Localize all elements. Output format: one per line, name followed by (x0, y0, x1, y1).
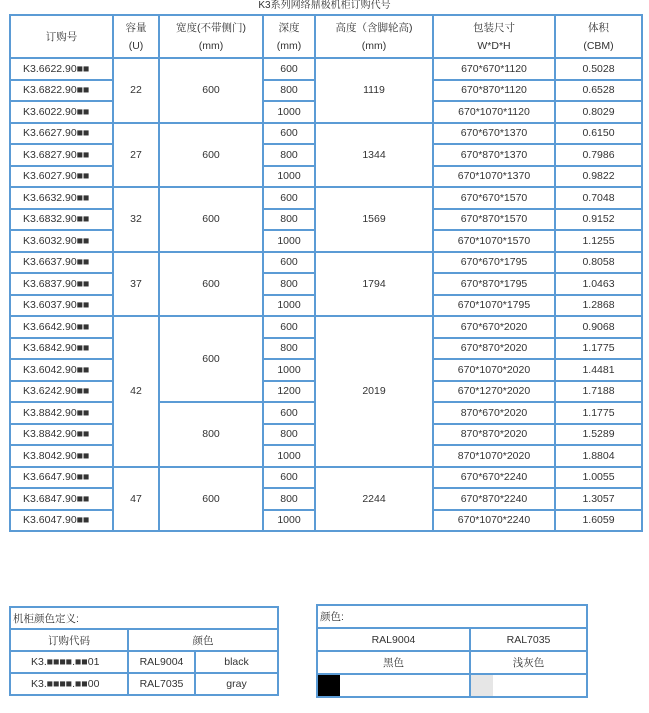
color-definition-caption: 机柜颜色定义: (10, 607, 278, 629)
column-header-line1: 容量 (125, 21, 147, 34)
column-header-line1: 体积 (588, 21, 609, 34)
depth-cell: 800 (263, 80, 315, 102)
order-code-cell: K3.6822.90■■ (10, 80, 113, 102)
package-size-cell: 670*1070*1570 (433, 230, 555, 252)
color-label-black: 黑色 (317, 651, 470, 674)
package-size-cell: 670*870*1795 (433, 273, 555, 295)
table-row (10, 58, 642, 80)
depth-cell: 1000 (263, 359, 315, 381)
depth-cell: 1000 (263, 230, 315, 252)
capacity-cell: 27 (113, 123, 159, 188)
table-row (10, 316, 642, 338)
order-code-cell: K3.6847.90■■ (10, 488, 113, 510)
height-cell: 1119 (315, 58, 433, 123)
package-size-cell: 670*870*2020 (433, 338, 555, 360)
depth-cell: 600 (263, 58, 315, 80)
depth-cell: 600 (263, 252, 315, 274)
depth-cell: 800 (263, 273, 315, 295)
capacity-cell: 47 (113, 467, 159, 532)
column-header-line2: (CBM) (583, 39, 614, 52)
package-size-cell: 670*670*1795 (433, 252, 555, 274)
order-code-cell: K3.8842.90■■ (10, 402, 113, 424)
column-header-line1: 订购号 (45, 30, 78, 43)
depth-cell: 600 (263, 467, 315, 489)
volume-cell: 1.4481 (555, 359, 642, 381)
order-code-cell: K3.6042.90■■ (10, 359, 113, 381)
column-header-line1: 包装尺寸 (473, 21, 515, 34)
package-size-cell: 670*1070*2020 (433, 359, 555, 381)
volume-cell: 1.8804 (555, 445, 642, 467)
width-cell: 600 (159, 187, 263, 252)
package-size-cell: 670*1070*1795 (433, 295, 555, 317)
column-header-line2: W*D*H (477, 39, 511, 52)
width-cell: 800 (159, 402, 263, 467)
volume-cell: 0.9068 (555, 316, 642, 338)
height-cell: 2244 (315, 467, 433, 532)
order-code-cell: K3.6242.90■■ (10, 381, 113, 403)
order-code-cell: K3.6637.90■■ (10, 252, 113, 274)
column-header (315, 15, 433, 58)
volume-cell: 1.5289 (555, 424, 642, 446)
depth-cell: 1200 (263, 381, 315, 403)
volume-cell: 1.1775 (555, 402, 642, 424)
gray-color-swatch (471, 675, 493, 696)
table-row (10, 673, 278, 695)
order-code-cell: K3.6037.90■■ (10, 295, 113, 317)
order-code-cell: K3.6832.90■■ (10, 209, 113, 231)
order-code-cell: K3.8842.90■■ (10, 424, 113, 446)
depth-cell: 1000 (263, 101, 315, 123)
table-row (10, 123, 642, 145)
order-code-table (9, 14, 643, 532)
color-label-gray: 浅灰色 (470, 651, 587, 674)
package-size-cell: 670*870*1120 (433, 80, 555, 102)
ral-code-black: RAL9004 (317, 628, 470, 651)
volume-cell: 1.1255 (555, 230, 642, 252)
order-code-cell: K3.6022.90■■ (10, 101, 113, 123)
order-code-cell: K3.8042.90■■ (10, 445, 113, 467)
order-code-cell: K3.6032.90■■ (10, 230, 113, 252)
order-code-cell: K3.6827.90■■ (10, 144, 113, 166)
table-row (10, 252, 642, 274)
color-definition-table (9, 606, 279, 696)
package-size-cell: 670*670*1370 (433, 123, 555, 145)
volume-cell: 0.7048 (555, 187, 642, 209)
capacity-cell: 42 (113, 316, 159, 467)
depth-cell: 800 (263, 338, 315, 360)
package-size-cell: 670*870*1370 (433, 144, 555, 166)
depth-cell: 600 (263, 316, 315, 338)
column-header (113, 15, 159, 58)
color-swatch-caption: 颜色: (317, 605, 587, 628)
height-cell: 2019 (315, 316, 433, 467)
package-size-cell: 870*870*2020 (433, 424, 555, 446)
depth-cell: 1000 (263, 166, 315, 188)
order-code-cell: K3.6647.90■■ (10, 467, 113, 489)
column-header-line2: (mm) (198, 39, 224, 52)
width-cell: 600 (159, 252, 263, 317)
package-size-cell: 670*670*2020 (433, 316, 555, 338)
width-cell: 600 (159, 316, 263, 402)
volume-cell: 1.6059 (555, 510, 642, 532)
capacity-cell: 32 (113, 187, 159, 252)
height-cell: 1569 (315, 187, 433, 252)
column-header (159, 15, 263, 58)
volume-cell: 1.2868 (555, 295, 642, 317)
column-header-line1: 宽度(不带侧门) (176, 21, 246, 34)
volume-cell: 1.0055 (555, 467, 642, 489)
order-code-cell: K3.6047.90■■ (10, 510, 113, 532)
volume-cell: 0.9152 (555, 209, 642, 231)
capacity-cell: 37 (113, 252, 159, 317)
column-header (10, 15, 113, 58)
depth-cell: 600 (263, 402, 315, 424)
black-color-swatch (318, 675, 340, 696)
order-code-cell: K3.6027.90■■ (10, 166, 113, 188)
column-header-line2: (mm) (276, 39, 302, 52)
color-name-cell: gray (195, 673, 278, 695)
volume-cell: 0.6528 (555, 80, 642, 102)
header-row (10, 15, 642, 58)
package-size-cell: 870*1070*2020 (433, 445, 555, 467)
order-code-cell: K3.6622.90■■ (10, 58, 113, 80)
volume-cell: 0.5028 (555, 58, 642, 80)
depth-cell: 1000 (263, 510, 315, 532)
column-header-line2: (U) (128, 39, 144, 52)
volume-cell: 0.6150 (555, 123, 642, 145)
column-header-line1: 高度（含脚轮高) (335, 21, 413, 34)
order-code-cell: K3.6642.90■■ (10, 316, 113, 338)
depth-cell: 800 (263, 424, 315, 446)
depth-cell: 800 (263, 144, 315, 166)
package-size-cell: 670*1070*2240 (433, 510, 555, 532)
ral-code-gray: RAL7035 (470, 628, 587, 651)
ral-cell: RAL9004 (128, 651, 195, 673)
depth-cell: 800 (263, 488, 315, 510)
column-header (263, 15, 315, 58)
package-size-cell: 670*1270*2020 (433, 381, 555, 403)
ral-cell: RAL7035 (128, 673, 195, 695)
package-size-cell: 670*870*2240 (433, 488, 555, 510)
volume-cell: 1.0463 (555, 273, 642, 295)
package-size-cell: 670*1070*1120 (433, 101, 555, 123)
column-header-line1: 深度 (278, 21, 300, 34)
width-cell: 600 (159, 58, 263, 123)
order-code-cell: K3.6837.90■■ (10, 273, 113, 295)
page-title: K3系列网络鼎极机柜订购代号 (258, 0, 391, 11)
volume-cell: 1.3057 (555, 488, 642, 510)
width-cell: 600 (159, 123, 263, 188)
order-code-cell: K3.■■■■.■■00 (10, 673, 128, 695)
color-name-cell: black (195, 651, 278, 673)
depth-cell: 600 (263, 123, 315, 145)
order-code-cell: K3.■■■■.■■01 (10, 651, 128, 673)
capacity-cell: 22 (113, 58, 159, 123)
swatch-cell-gray (470, 674, 587, 697)
column-header-line2: (mm) (361, 39, 387, 52)
volume-cell: 0.9822 (555, 166, 642, 188)
swatch-cell-black (317, 674, 470, 697)
package-size-cell: 670*670*1570 (433, 187, 555, 209)
width-cell: 600 (159, 467, 263, 532)
package-size-cell: 670*670*2240 (433, 467, 555, 489)
table-row (10, 467, 642, 489)
height-cell: 1794 (315, 252, 433, 317)
column-header (555, 15, 642, 58)
column-header (433, 15, 555, 58)
depth-cell: 1000 (263, 295, 315, 317)
depth-cell: 800 (263, 209, 315, 231)
volume-cell: 0.7986 (555, 144, 642, 166)
volume-cell: 0.8058 (555, 252, 642, 274)
package-size-cell: 670*1070*1370 (433, 166, 555, 188)
volume-cell: 0.8029 (555, 101, 642, 123)
package-size-cell: 670*870*1570 (433, 209, 555, 231)
volume-cell: 1.1775 (555, 338, 642, 360)
order-code-cell: K3.6627.90■■ (10, 123, 113, 145)
depth-cell: 600 (263, 187, 315, 209)
height-cell: 1344 (315, 123, 433, 188)
package-size-cell: 670*670*1120 (433, 58, 555, 80)
depth-cell: 1000 (263, 445, 315, 467)
order-code-cell: K3.6632.90■■ (10, 187, 113, 209)
table-row (10, 651, 278, 673)
color-swatch-table (316, 604, 588, 698)
table-row (10, 187, 642, 209)
package-size-cell: 870*670*2020 (433, 402, 555, 424)
column-header-order-code: 订购代码 (10, 629, 128, 651)
order-code-cell: K3.6842.90■■ (10, 338, 113, 360)
column-header-color: 颜色 (128, 629, 278, 651)
volume-cell: 1.7188 (555, 381, 642, 403)
